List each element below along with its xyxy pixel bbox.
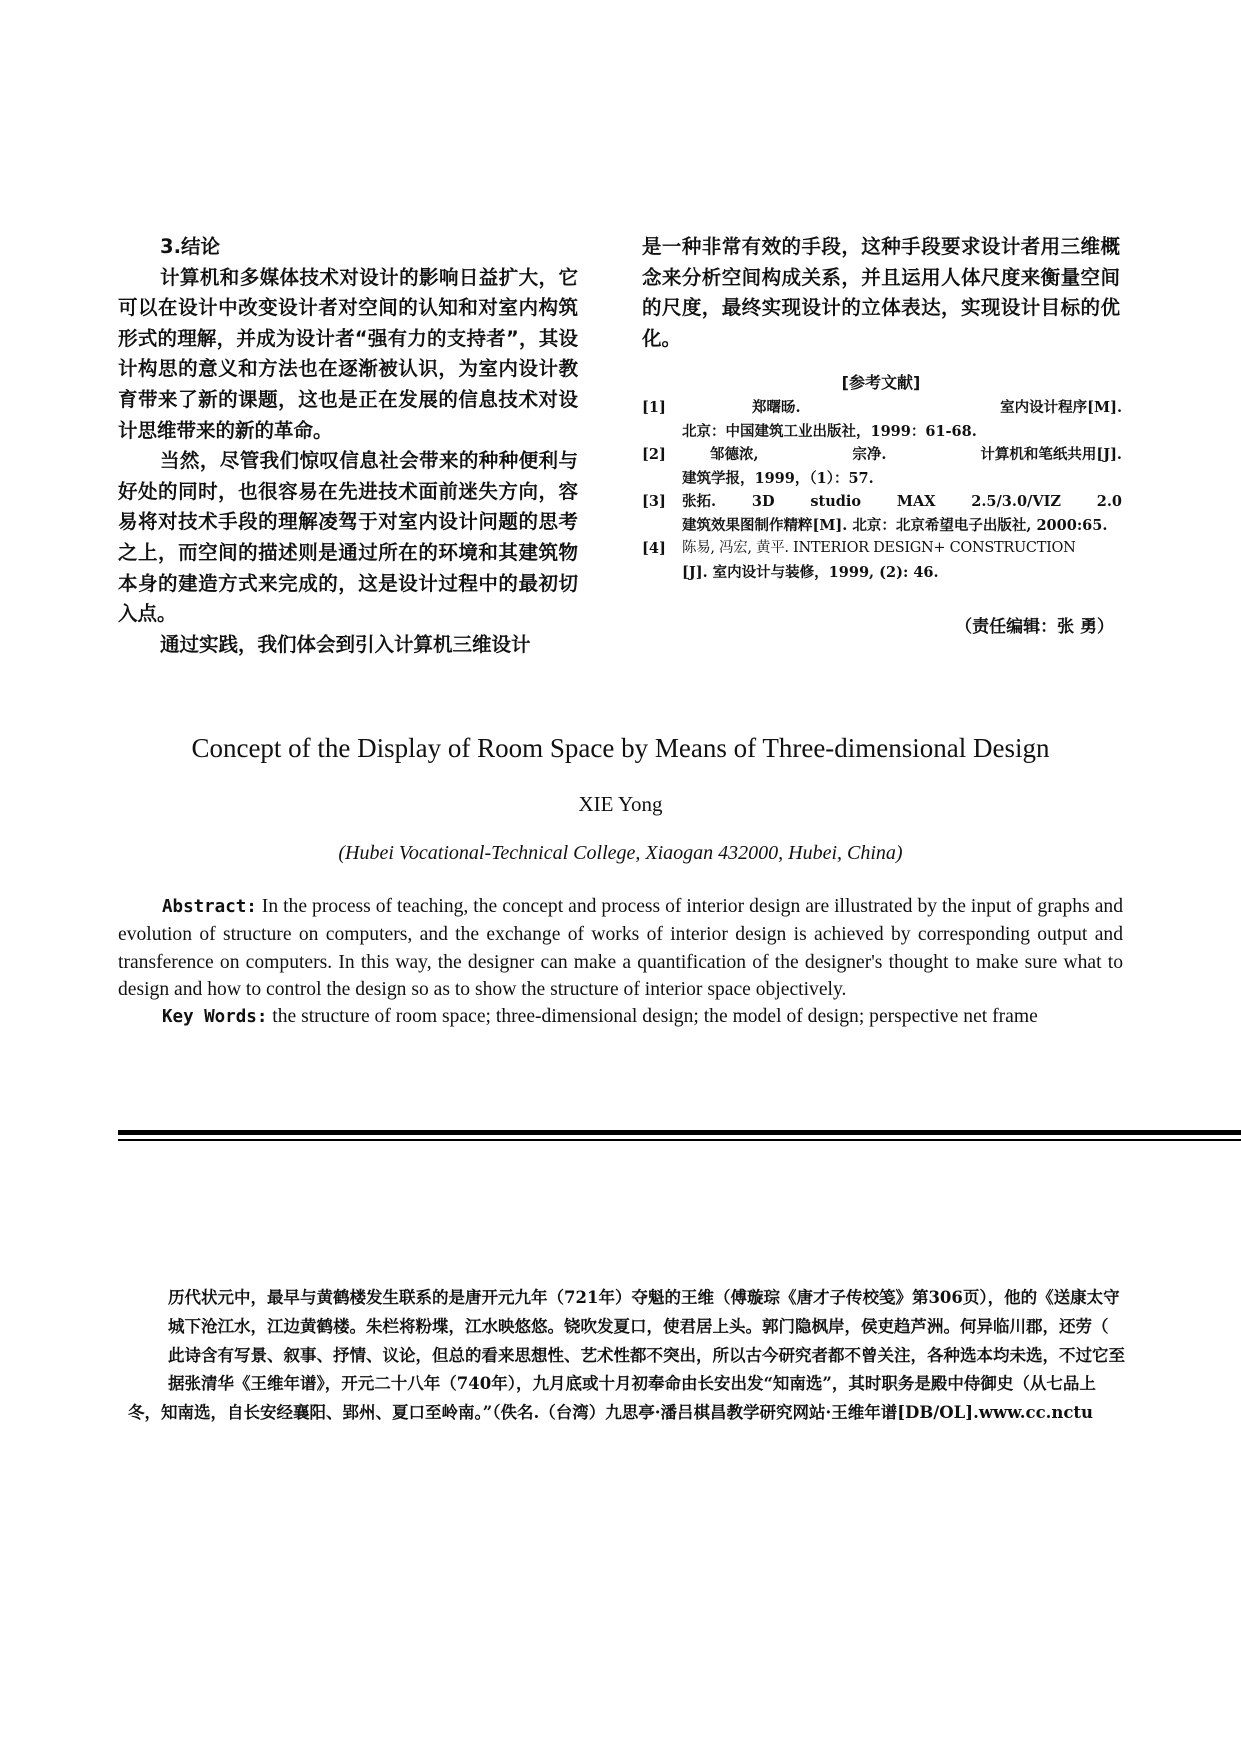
reference-text: 宗净.: [852, 446, 887, 463]
reference-text: 室内设计程序[M].: [1000, 399, 1122, 416]
reference-number: [4]: [642, 540, 666, 557]
reference-item: [642, 443, 1122, 490]
body-paragraph: 当然，尽管我们惊叹信息社会带来的种种便利与好处的同时，也很容易在先进技术面前迷失方向，容易将对技术手段的理解凌驾于对室内设计问题的思考之上，而空间的描述则是通过所在的环境和其建筑物本身的建造方式来完成的，这是设计过程中的最初切入点。: [118, 449, 578, 626]
left-column: [118, 232, 578, 660]
section-title: 3.结论: [160, 235, 220, 258]
reference-text: [J]. 室内设计与装修，1999, (2): 46.: [682, 563, 939, 581]
reference-text: 邹德浓,: [710, 446, 759, 463]
reference-text: 2.5/3.0/VIZ: [971, 493, 1061, 510]
footnotes: [128, 1284, 1241, 1428]
reference-text: 郑曙旸.: [752, 399, 801, 416]
reference-item: [642, 396, 1122, 443]
reference-text: MAX: [896, 493, 936, 510]
reference-line: [682, 396, 1122, 420]
reference-text: 北京：中国建筑工业出版社，1999：61-68.: [682, 422, 977, 440]
author-affiliation: (Hubei Vocational-Technical College, Xiaogan 432000, Hubei, China): [338, 842, 903, 864]
reference-text: 建筑效果图制作精粹[M]. 北京：北京希望电子出版社, 2000:65.: [682, 516, 1108, 534]
footnote-line: 据张清华《王维年谱》，开元二十八年（740年），九月底或十月初奉命由长安出发“知南选”，其时职务是殿中侍御史（从七品上: [168, 1374, 1096, 1394]
reference-text: 2.0: [1096, 493, 1122, 510]
reference-line: [682, 443, 1122, 467]
reference-text: 3D: [751, 493, 775, 510]
reference-text: 建筑学报，1999，（1）：57.: [682, 469, 874, 487]
footnote-line: 历代状元中，最早与黄鹤楼发生联系的是唐开元九年（721年）夺魁的王维（傅璇琮《唐才子传校笺》第306页），他的《送康太守: [168, 1288, 1120, 1307]
footnote-line: 城下沧江水，江边黄鹤楼。朱栏将粉堞，江水映悠悠。铙吹发夏口，使君居上头。郭门隐枫岸，侯吏趋芦洲。何异临川郡，还劳（: [168, 1316, 1109, 1336]
english-abstract: [118, 893, 1123, 1031]
abstract-label: Abstract:: [162, 897, 257, 917]
separator-rule-thick: [118, 1130, 1241, 1135]
author-name: XIE Yong: [578, 792, 663, 816]
editor-note: （责任编辑：张 勇）: [955, 617, 1114, 637]
reference-text: studio: [810, 493, 862, 510]
reference-text: 张拓.: [682, 493, 717, 510]
abstract-text: In the process of teaching, the concept and process of interior design are illustrated by the input of graphs and evolution of structure on computers, and the exchange of works of interior design is achieved by corresponding output and transference on computers. In this way, the designer can make a quantification of the designer's thought to make sure what to design and how to control the design so as to show the structure of interior space objectively.: [118, 896, 1123, 1000]
reference-number: [1]: [642, 399, 666, 416]
keywords-text: the structure of room space; three-dimensional design; the model of design; perspective net frame: [267, 1006, 1038, 1028]
abstract-paragraph: [118, 893, 1123, 1003]
references-heading: [参考文献]: [841, 373, 921, 392]
reference-text: 计算机和笔纸共用[J].: [980, 446, 1122, 463]
body-paragraph-continued: 是一种非常有效的手段，这种手段要求设计者用三维概念来分析空间构成关系，并且运用人体尺度来衡量空间的尺度，最终实现设计的立体表达，实现设计目标的优化。: [642, 235, 1120, 350]
footnote-line: 冬，知南选，自长安经襄阳、郢州、夏口至岭南。”（佚名.（台湾）九思亭·潘吕棋昌教学研究网站·王维年谱[DB/OL].www.cc.nctu: [128, 1403, 1094, 1423]
body-paragraph: 通过实践，我们体会到引入计算机三维设计: [160, 632, 531, 656]
keywords-label: Key Words:: [162, 1007, 268, 1028]
references-list: [642, 396, 1122, 584]
reference-number: [2]: [642, 446, 666, 463]
keywords-paragraph: [118, 1003, 1123, 1031]
separator-rule-thin: [118, 1139, 1241, 1141]
footnote-line: 此诗含有写景、叙事、抒情、议论，但总的看来思想性、艺术性都不突出，所以古今研究者都不曾关注，各种选本均未选，不过它至: [168, 1345, 1125, 1365]
reference-text: 陈易, 冯宏, 黄平. INTERIOR DESIGN+ CONSTRUCTION: [682, 540, 1076, 556]
reference-number: [3]: [642, 493, 666, 510]
right-column: [642, 232, 1120, 354]
english-title: Concept of the Display of Room Space by Means of Three-dimensional Design: [191, 733, 1050, 763]
reference-item: [642, 537, 1122, 584]
reference-item: [642, 490, 1122, 537]
body-paragraph: 计算机和多媒体技术对设计的影响日益扩大，它可以在设计中改变设计者对空间的认知和对室内构筑形式的理解，并成为设计者“强有力的支持者”，其设计构思的意义和方法也在逐渐被认识，为室内设计教育带来了新的课题，这也是正在发展的信息技术对设计思维带来的新的革命。: [118, 265, 578, 442]
reference-line: [682, 490, 1122, 514]
